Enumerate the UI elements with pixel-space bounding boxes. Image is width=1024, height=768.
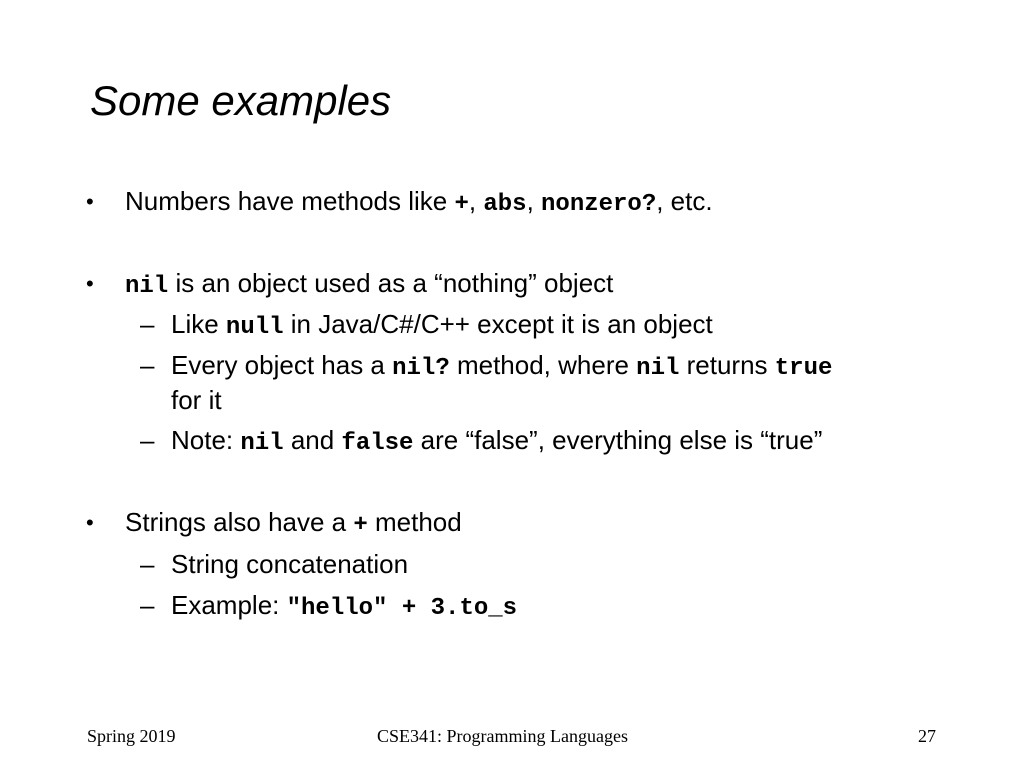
code-null: null [225, 314, 284, 341]
code-false: false [341, 430, 414, 457]
bullet-numbers-methods [125, 185, 713, 221]
text: in Java/C#/C++ except it is an object [283, 309, 713, 339]
text: , etc. [656, 186, 713, 216]
text: Example: [171, 590, 287, 620]
dash-icon: – [140, 309, 155, 339]
code-nil: nil [636, 355, 680, 382]
code-nil-q: nil? [392, 355, 450, 382]
bullet-icon: • [86, 271, 94, 296]
text: Note: [171, 425, 241, 455]
subbullet-example [171, 589, 517, 625]
text: method [367, 507, 462, 537]
subbullet-like-null [171, 308, 713, 344]
text: are “false”, everything else is “true” [413, 425, 823, 455]
code-abs: abs [483, 191, 527, 218]
text: returns [679, 350, 775, 380]
subbullet-note-false [171, 424, 822, 460]
text: , [526, 186, 542, 216]
code-plus: + [454, 191, 469, 218]
footer-date: Spring 2019 [87, 726, 176, 746]
subbullet-nil-method [171, 349, 832, 385]
bullet-strings-plus [125, 506, 462, 542]
dash-icon: – [140, 549, 155, 579]
text: Strings also have a [125, 507, 354, 537]
text: , [468, 186, 484, 216]
subbullet-nil-method-continuation: for it [171, 385, 222, 415]
dash-icon: – [140, 425, 155, 455]
code-nil: nil [125, 273, 169, 300]
bullet-icon: • [86, 189, 94, 214]
text: Like [171, 309, 226, 339]
dash-icon: – [140, 590, 155, 620]
text: and [283, 425, 342, 455]
dash-icon: – [140, 350, 155, 380]
code-example: "hello" + 3.to_s [286, 595, 518, 622]
slide-title: Some examples [90, 77, 392, 124]
bullet-nil-object [125, 267, 613, 303]
bullet-icon: • [86, 510, 94, 535]
text: Every object has a [171, 350, 393, 380]
footer-page-number: 27 [918, 726, 936, 746]
code-true: true [774, 355, 833, 382]
footer-course: CSE341: Programming Languages [377, 726, 628, 746]
text: Numbers have methods like [125, 186, 455, 216]
text: method, where [449, 350, 637, 380]
code-nonzero: nonzero? [541, 191, 657, 218]
code-nil: nil [240, 430, 284, 457]
subbullet-string-concat: String concatenation [171, 549, 409, 579]
code-plus: + [353, 512, 368, 539]
text: is an object used as a “nothing” object [168, 268, 614, 298]
